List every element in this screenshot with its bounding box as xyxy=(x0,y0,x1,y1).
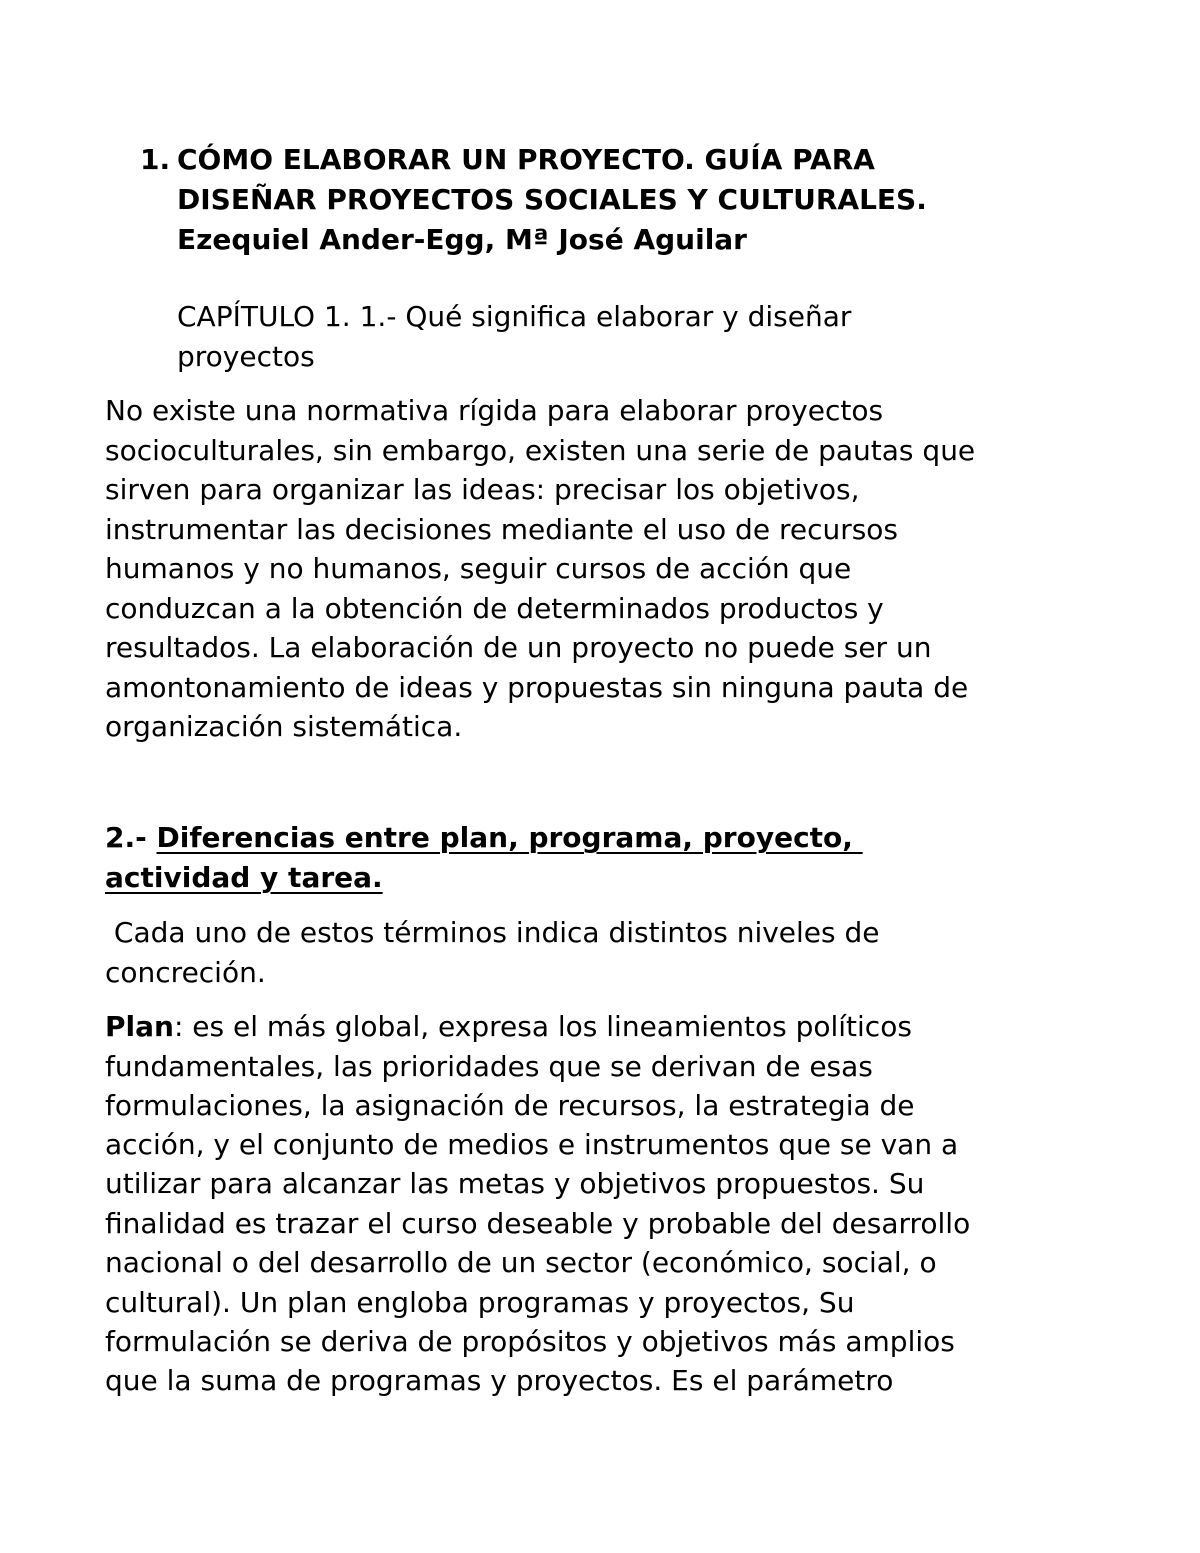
intro-line: humanos y no humanos, seguir cursos de acción que xyxy=(105,552,852,585)
plan-line-first xyxy=(105,1007,912,1047)
intro-line: amontonamiento de ideas y propuestas sin ninguna pauta de xyxy=(105,671,969,704)
intro-line: organización sistemática. xyxy=(105,710,463,743)
plan-line: cultural). Un plan engloba programas y proyectos, Su xyxy=(105,1286,855,1319)
plan-first-line-text: : es el más global, expresa los lineamientos políticos xyxy=(173,1010,912,1043)
plan-line: fundamentales, las prioridades que se derivan de esas xyxy=(105,1050,873,1083)
heading-line-2: DISEÑAR PROYECTOS SOCIALES Y CULTURALES. xyxy=(177,183,927,216)
plan-line: nacional o del desarrollo de un sector (económico, social, o xyxy=(105,1246,937,1279)
chapter-line-2: proyectos xyxy=(177,340,315,373)
plan-line: que la suma de programas y proyectos. Es el parámetro xyxy=(105,1364,894,1397)
plan-line: formulación se deriva de propósitos y objetivos más amplios xyxy=(105,1325,955,1358)
section2-heading xyxy=(105,818,863,858)
intro-line: socioculturales, sin embargo, existen una serie de pautas que xyxy=(105,434,976,467)
levels-line: Cada uno de estos términos indica distintos niveles de xyxy=(105,916,880,949)
plan-line: formulaciones, la asignación de recursos, la estrategia de xyxy=(105,1089,915,1122)
section2-title-cont: actividad y tarea. xyxy=(105,861,383,894)
heading-number: 1. xyxy=(140,143,171,176)
plan-line: utilizar para alcanzar las metas y objetivos propuestos. Su xyxy=(105,1167,925,1200)
chapter-line-1: CAPÍTULO 1. 1.- Qué significa elaborar y diseñar xyxy=(177,300,852,333)
intro-line: resultados. La elaboración de un proyecto no puede ser un xyxy=(105,631,932,664)
heading-line-1: CÓMO ELABORAR UN PROYECTO. GUÍA PARA xyxy=(177,143,875,176)
plan-line: finalidad es trazar el curso deseable y probable del desarrollo xyxy=(105,1207,971,1240)
levels-line: concreción. xyxy=(105,956,266,989)
intro-line: No existe una normativa rígida para elaborar proyectos xyxy=(105,394,884,427)
section2-title: Diferencias entre plan, programa, proyecto, xyxy=(156,821,863,854)
intro-line: conduzcan a la obtención de determinados productos y xyxy=(105,592,884,625)
heading-authors: Ezequiel Ander-Egg, Mª José Aguilar xyxy=(177,223,747,256)
plan-line: acción, y el conjunto de medios e instrumentos que se van a xyxy=(105,1128,959,1161)
intro-line: instrumentar las decisiones mediante el uso de recursos xyxy=(105,513,899,546)
plan-term: Plan xyxy=(105,1010,174,1043)
section2-heading-line-2 xyxy=(105,858,383,898)
intro-line: sirven para organizar las ideas: precisar los objetivos, xyxy=(105,473,860,506)
section2-prefix: 2.- xyxy=(105,821,157,854)
